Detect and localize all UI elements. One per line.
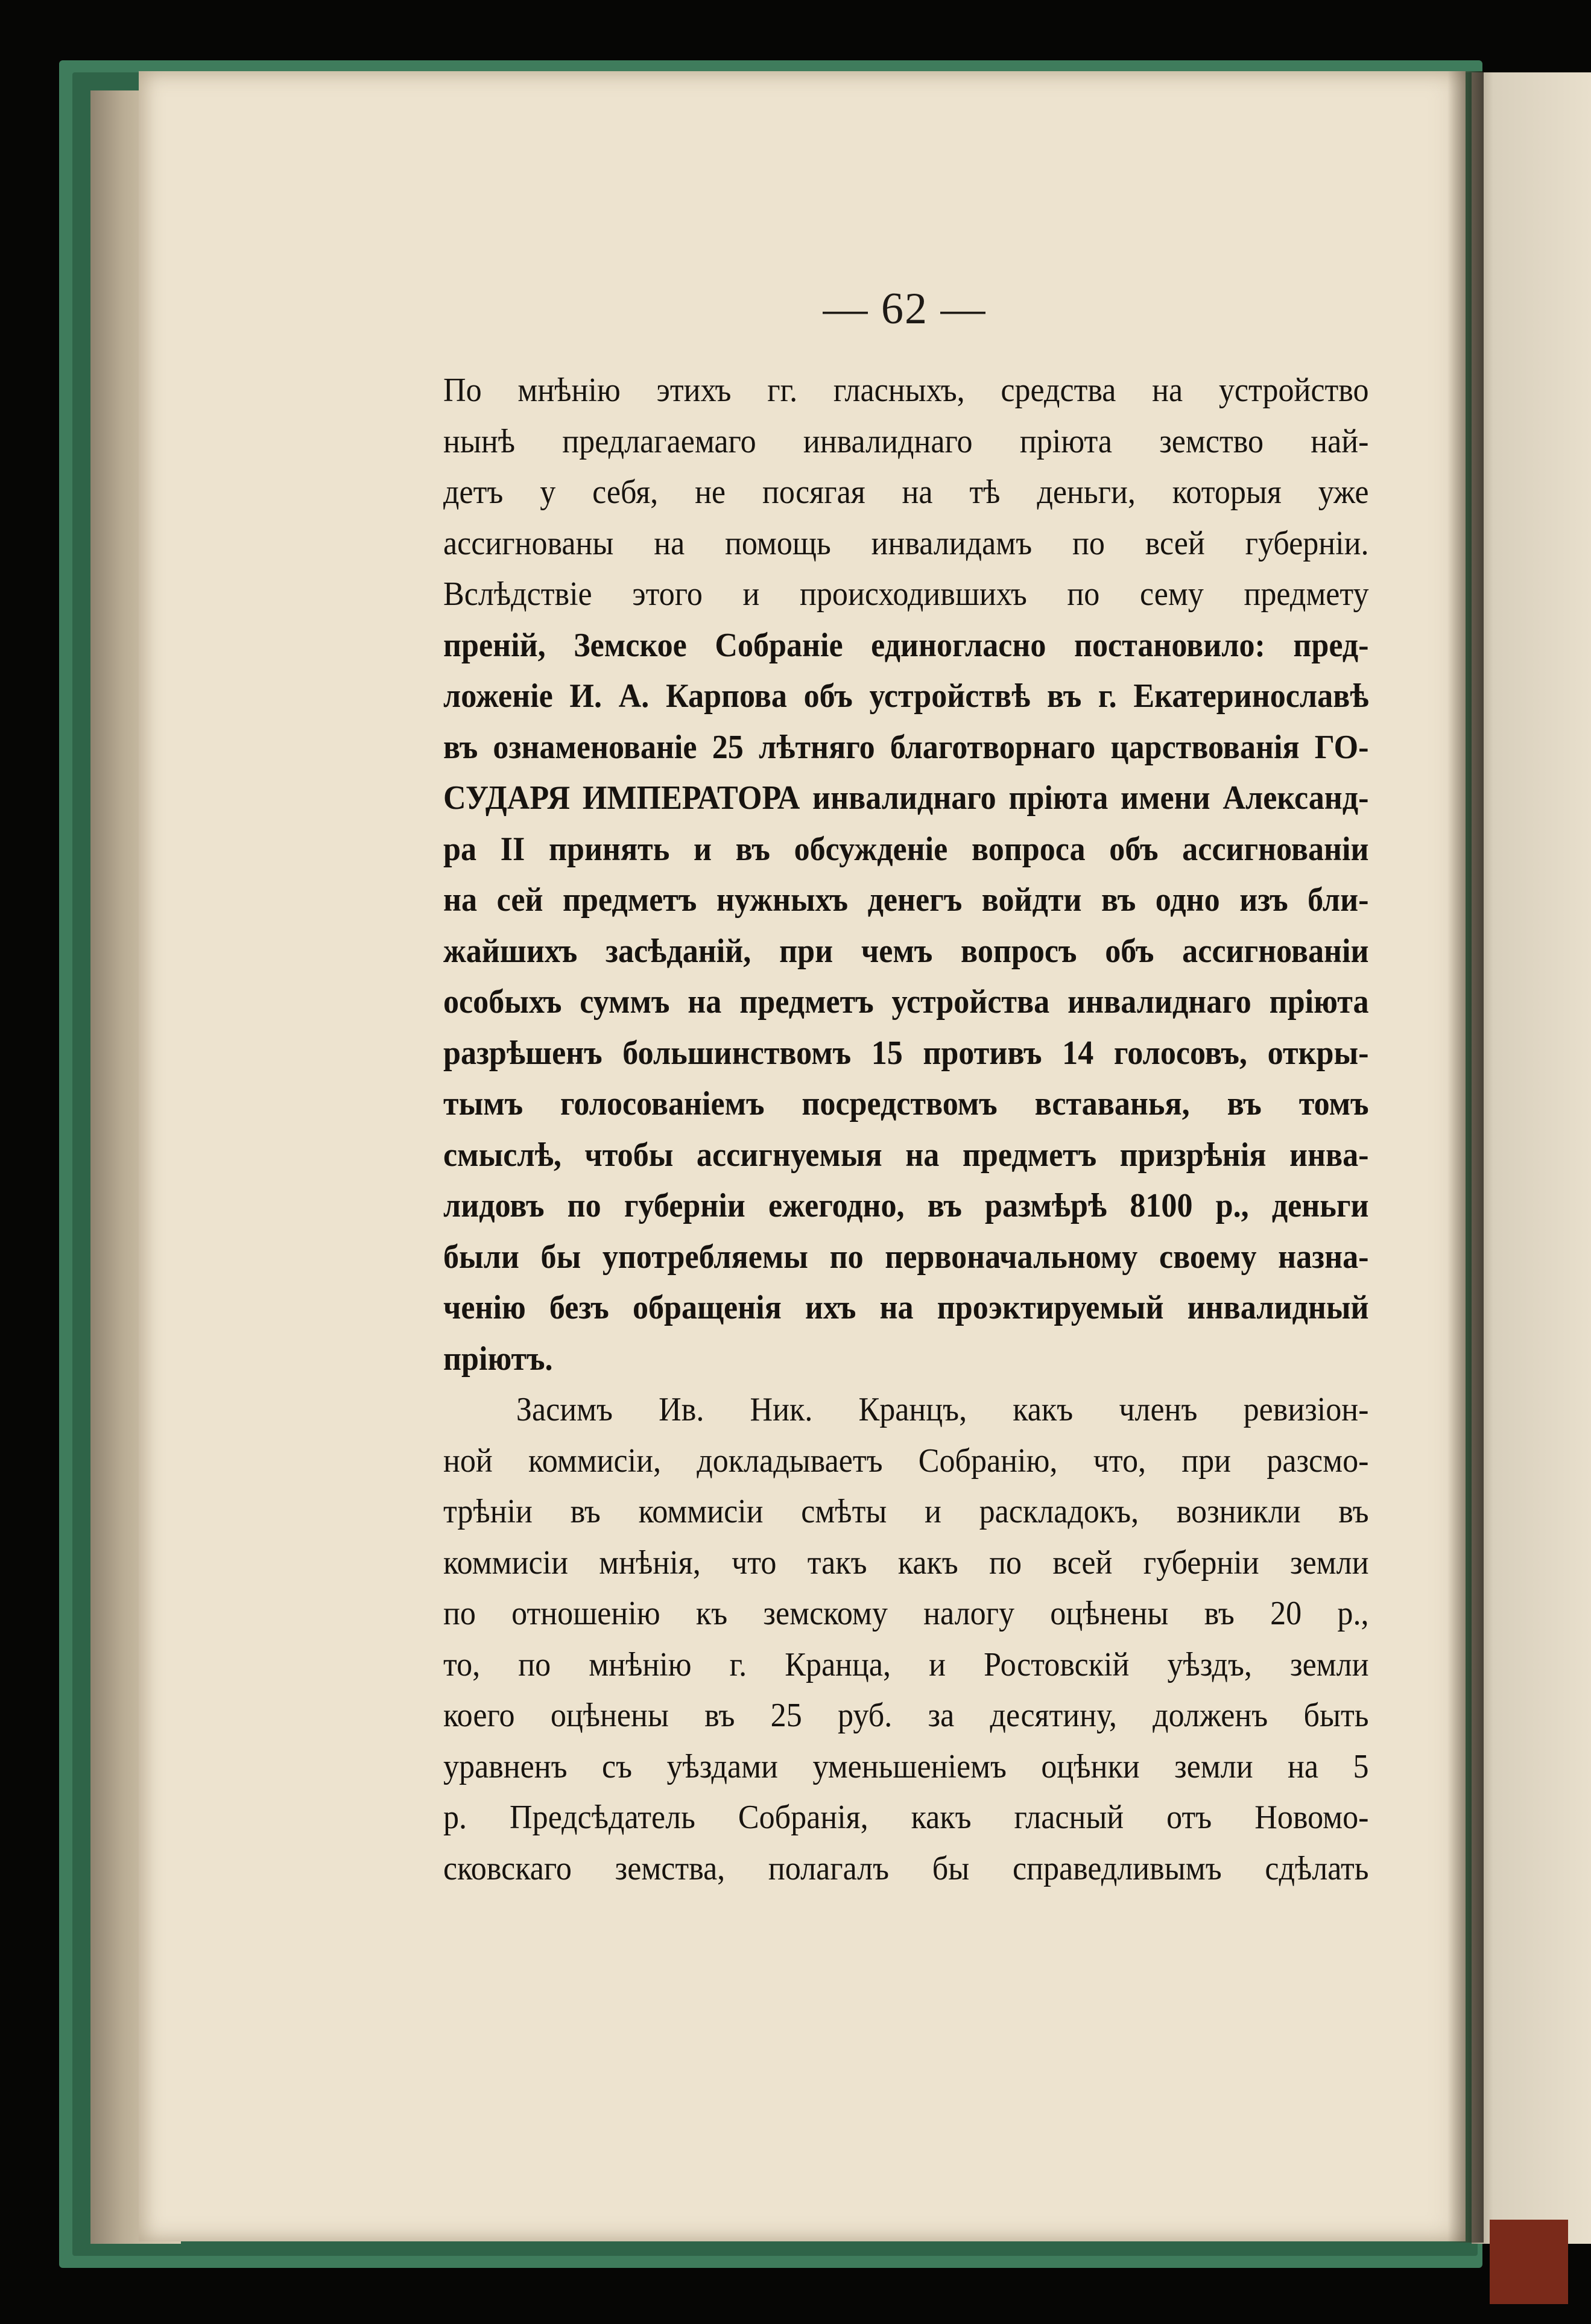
text-line: были бы употребляемы по первоначальному своему назна- [443, 1238, 1369, 1276]
text-line: разрѣшенъ большинствомъ 15 противъ 14 голосовъ, откры- [443, 1034, 1369, 1072]
text-line: пріютъ. [443, 1340, 553, 1378]
text-line: Вслѣдствіе этого и происходившихъ по сему предмету [443, 575, 1369, 613]
page-text [443, 365, 1369, 1894]
text-line: преній, Земское Собраніе единогласно постановило: пред- [443, 626, 1369, 664]
text-line: лидовъ по губерніи ежегодно, въ размѣрѣ 8100 р., деньги [443, 1187, 1369, 1224]
text-line: р. Предсѣдатель Собранія, какъ гласный отъ Новомо- [443, 1799, 1369, 1836]
text-line: ассигнованы на помощь инвалидамъ по всей губерніи. [443, 524, 1369, 562]
text-line: коего оцѣнены въ 25 руб. за десятину, долженъ быть [443, 1697, 1369, 1734]
text-line: нынѣ предлагаемаго инвалиднаго пріюта земство най- [443, 422, 1369, 460]
page-number: — 62 — [823, 284, 987, 334]
text-line: ложеніе И. А. Карпова объ устройствѣ въ г. Екатеринославѣ [443, 677, 1369, 715]
text-line: детъ у себя, не посягая на тѣ деньги, которыя уже [443, 473, 1369, 511]
text-line: СУДАРЯ ИМПЕРАТОРА инвалиднаго пріюта имени Александ- [443, 779, 1369, 817]
text-line: По мнѣнію этихъ гг. гласныхъ, средства на устройство [443, 372, 1369, 409]
text-line: въ ознаменованіе 25 лѣтняго благотворнаго царствованія ГО- [443, 728, 1369, 766]
text-line: Засимъ Ив. Ник. Кранцъ, какъ членъ ревизіон- [516, 1391, 1369, 1428]
text-line: уравненъ съ уѣздами уменьшеніемъ оцѣнки земли на 5 [443, 1747, 1369, 1785]
text-line: жайшихъ засѣданій, при чемъ вопросъ объ ассигнованіи [443, 932, 1369, 970]
text-line: по отношенію къ земскому налогу оцѣнены въ 20 р., [443, 1595, 1369, 1632]
text-line: особыхъ суммъ на предметъ устройства инвалиднаго пріюта [443, 983, 1369, 1021]
text-line: то, по мнѣнію г. Кранца, и Ростовскій уѣздъ, земли [443, 1645, 1369, 1683]
text-line: тымъ голосованіемъ посредствомъ вставанья, въ томъ [443, 1085, 1369, 1122]
text-line: трѣніи въ коммисіи смѣты и раскладокъ, возникли въ [443, 1493, 1369, 1530]
text-line: ра II принять и въ обсужденіе вопроса объ ассигнованіи [443, 830, 1369, 868]
text-line: ченію безъ обращенія ихъ на проэктируемый инвалидный [443, 1289, 1369, 1326]
text-line: сковскаго земства, полагалъ бы справедливымъ сдѣлать [443, 1849, 1369, 1887]
page-gutter-shadow [1447, 71, 1484, 2243]
text-line: ной коммисіи, докладываетъ Собранію, что, при разсмо- [443, 1442, 1369, 1480]
text-line: коммисіи мнѣнія, что такъ какъ по всей губерніи земли [443, 1544, 1369, 1582]
facing-page-edge [1472, 72, 1591, 2244]
text-line: на сей предметъ нужныхъ денегъ войдти въ одно изъ бли- [443, 881, 1369, 919]
text-line: смыслѣ, чтобы ассигнуемыя на предметъ призрѣнія инва- [443, 1136, 1369, 1174]
bookmark-ribbon [1490, 2220, 1568, 2304]
